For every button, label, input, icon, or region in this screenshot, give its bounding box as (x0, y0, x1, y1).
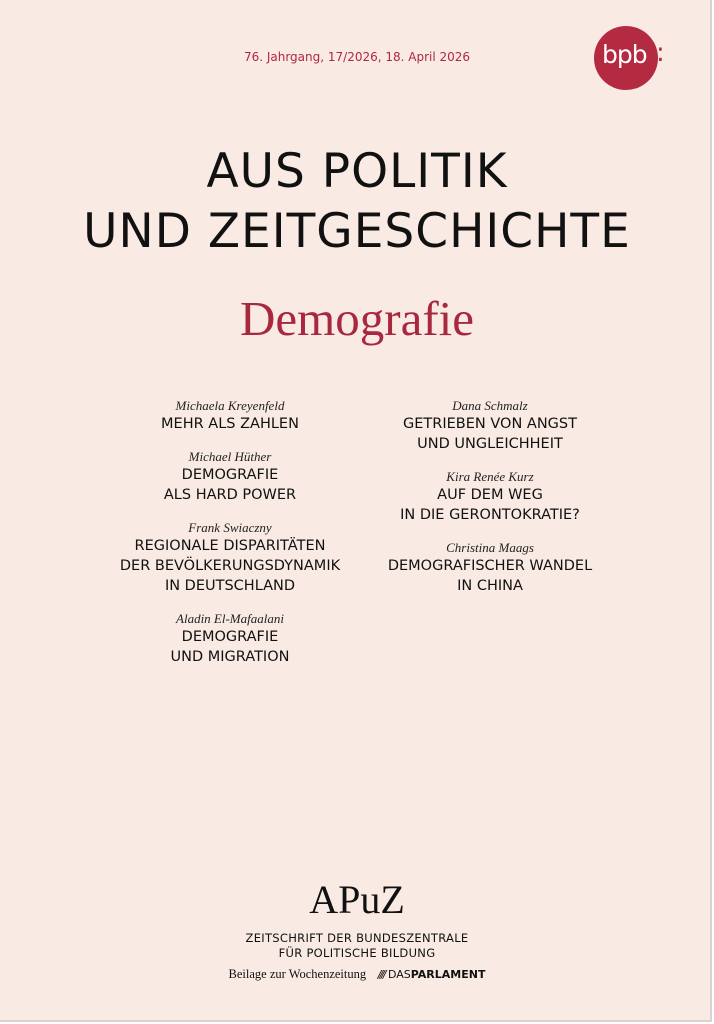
article-entry (330, 468, 650, 525)
supplement-line (0, 967, 714, 982)
page-title-line-2: UND ZEITGESCHICHTE (83, 204, 631, 259)
article-title: GETRIEBEN VON ANGST UND UNGLEICHHEIT (403, 416, 577, 452)
article-author: Frank Swiaczny (188, 520, 272, 535)
bpb-logo-text: bpb (602, 40, 647, 69)
issue-topic: Demografie (240, 291, 474, 346)
article-column-right (330, 397, 650, 610)
publisher-subtitle: ZEITSCHRIFT DER BUNDESZENTRALE FÜR POLITISCHE BILDUNG (245, 931, 469, 960)
article-author: Kira Renée Kurz (446, 469, 534, 484)
article-entry (80, 610, 380, 667)
parlament-logo-parlament: PARLAMENT (410, 968, 486, 981)
supplement-text: Beilage zur Wochenzeitung (228, 967, 367, 981)
apuz-logo: APuZ (309, 877, 405, 922)
bpb-logo-colon: : (656, 38, 665, 68)
article-entry (330, 397, 650, 454)
article-author: Michaela Kreyenfeld (175, 398, 285, 413)
article-title: DEMOGRAFIE UND MIGRATION (170, 629, 290, 665)
article-title: MEHR ALS ZAHLEN (161, 416, 299, 432)
parlament-logo-das: DAS (387, 968, 411, 981)
article-title: REGIONALE DISPARITÄTEN DER BEVÖLKERUNGSDYNAMIK IN DEUTSCHLAND (119, 538, 341, 594)
issue-line: 76. Jahrgang, 17/2026, 18. April 2026 (243, 50, 471, 64)
article-author: Dana Schmalz (452, 398, 528, 413)
article-title: DEMOGRAFIE ALS HARD POWER (163, 467, 297, 503)
article-title: DEMOGRAFISCHER WANDEL IN CHINA (387, 558, 593, 594)
article-title: AUF DEM WEG IN DIE GERONTOKRATIE? (400, 487, 580, 523)
article-author: Michael Hüther (188, 449, 272, 464)
parlament-mark-icon: //// (377, 968, 385, 981)
article-entry (330, 539, 650, 596)
page-title-line-1: AUS POLITIK (206, 144, 508, 199)
article-author: Christina Maags (446, 540, 534, 555)
article-author: Aladin El-Mafaalani (176, 611, 284, 626)
